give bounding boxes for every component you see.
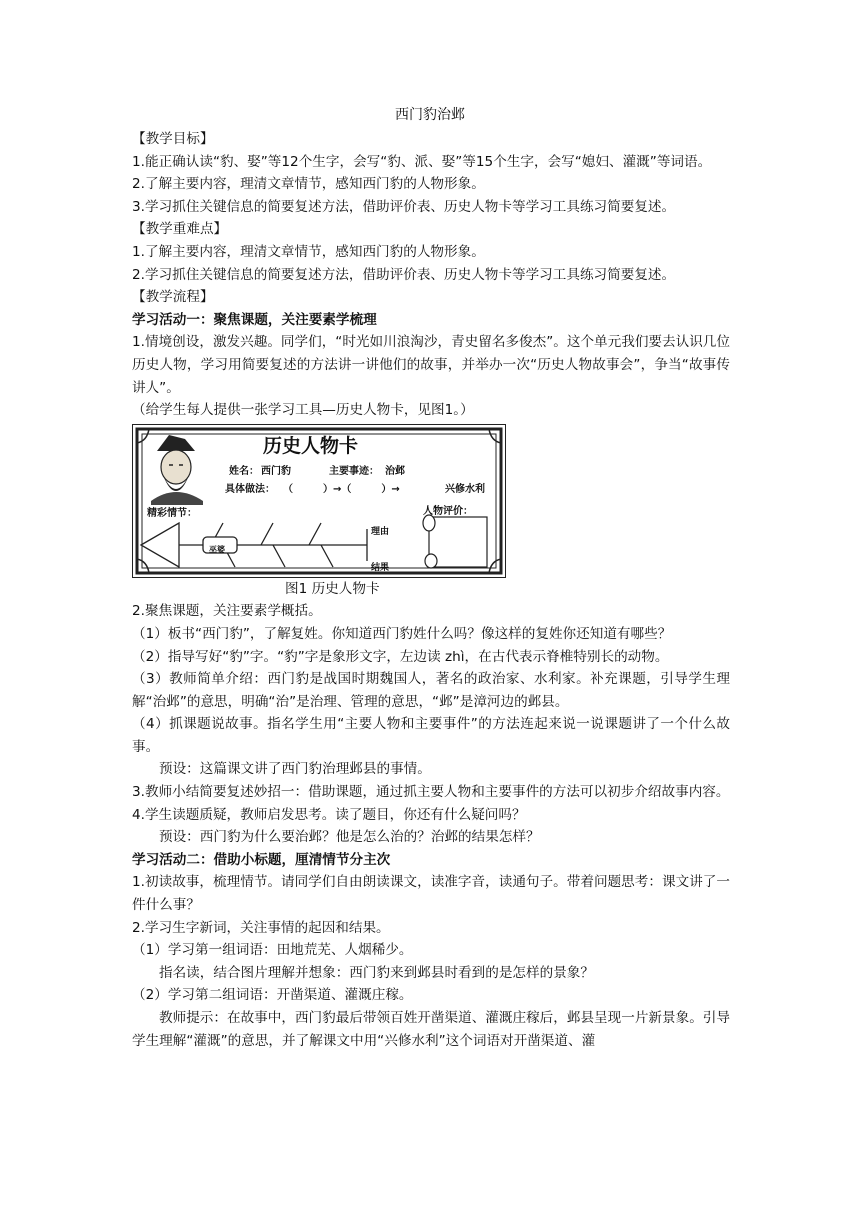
paragraph-word-group-1: （1）学习第一组词语：田地荒芜、人烟稀少。 [132, 942, 413, 959]
section-heading-process: 【教学流程】 [132, 289, 214, 306]
event-label: 主要事迹： [329, 465, 379, 477]
key-point-2: 2.学习抓住关键信息的简要复述方法，借助评价表、历史人物卡等学习工具练习简要复述。 [132, 266, 676, 283]
paragraph-intro: （3）教师简单介绍：西门豹是战国时期魏国人，著名的政治家、水利家。补充课题，引导学生理解“治邺”的意思，明确“治”是治理、管理的意思，“邺”是漳河边的邺县。 [132, 671, 730, 710]
paragraph-tool-note: （给学生每人提供一张学习工具—历史人物卡，见图1。） [132, 402, 474, 419]
plot-label: 精彩情节： [147, 507, 197, 519]
activity-2-heading: 学习活动二：借助小标题，厘清情节分主次 [132, 851, 391, 868]
paragraph-new-words: 2.学习生字新词，关注事情的起因和结果。 [132, 919, 390, 936]
section-heading-key-points: 【教学重难点】 [132, 221, 228, 238]
goal-1: 1.能正确认读“豹、娶”等12个生字，会写“豹、派、娶”等15个生字，会写“媳妇、灌溉”等词语。 [132, 153, 712, 170]
figure-caption: 图1 历史人物卡 [285, 580, 380, 597]
paragraph-teacher-hint: 教师提示：在故事中，西门豹最后带领百姓开凿渠道、灌溉庄稼后，邺县呈现一片新景象。引导学生理解“灌溉”的意思，并了解课文中用“兴修水利”这个词语对开凿渠道、灌 [132, 1010, 730, 1049]
goal-2: 2.了解主要内容，理清文章情节，感知西门豹的人物形象。 [132, 176, 485, 193]
reason-label: 理由 [371, 526, 390, 537]
method-result: 兴修水利 [445, 483, 485, 495]
name-label: 姓名： [229, 465, 259, 477]
section-heading-goals: 【教学目标】 [132, 131, 214, 147]
event-value: 治邺 [385, 465, 405, 477]
document-body [132, 128, 730, 1052]
result-label: 结果 [371, 562, 390, 573]
plot-first-node: 巫婆 [209, 544, 225, 554]
method-label: 具体做法： [225, 483, 275, 495]
paragraph-first-read: 1.初读故事，梳理情节。请同学们自由朗读课文，读准字音，读通句子。带着问题思考：课文讲了一件什么事？ [132, 874, 730, 914]
goal-3: 3.学习抓住关键信息的简要复述方法，借助评价表、历史人物卡等学习工具练习简要复述。 [132, 198, 676, 215]
key-point-1: 1.了解主要内容，理清文章情节，感知西门豹的人物形象。 [132, 243, 485, 260]
name-value: 西门豹 [261, 465, 291, 477]
fishbone-diagram [141, 523, 367, 567]
evaluation-label: 人物评价： [423, 505, 473, 517]
card-title: 历史人物卡 [263, 434, 359, 457]
paragraph-question: 4.学生读题质疑，教师启发思考。读了题目，你还有什么疑问吗？ [132, 806, 526, 823]
paragraph-story: （4）抓课题说故事。指名学生用“主要人物和主要事件”的方法连起来说一说课题讲了一个什么故事。 [132, 716, 730, 755]
method-steps: （ ）→（ ）→ [283, 483, 400, 495]
document-title: 西门豹治邺 [395, 107, 465, 123]
paragraph-character: （2）指导写好“豹”字。“豹”字是象形文字，左边读 zhì，在古代表示脊椎特别长的动物。 [132, 648, 669, 665]
preset-answer-2: 预设：西门豹为什么要治邺？他是怎么治的？治邺的结果怎样？ [159, 829, 540, 846]
portrait-illustration [151, 435, 203, 505]
paragraph-word-group-2: （2）学习第二组词语：开凿渠道、灌溉庄稼。 [132, 987, 413, 1004]
activity-1-heading: 学习活动一：聚焦课题，关注要素学梳理 [132, 311, 377, 328]
paragraph-summary: 3.教师小结简要复述妙招一：借助课题，通过抓主要人物和主要事件的方法可以初步介绍故事内容。 [132, 784, 730, 801]
history-figure-card [132, 424, 506, 578]
preset-answer-1: 预设：这篇课文讲了西门豹治理邺县的事情。 [159, 761, 431, 778]
paragraph-focus: 2.聚焦课题，关注要素学概括。 [132, 603, 322, 620]
paragraph-read-aloud: 指名读，结合图片理解并想象：西门豹来到邺县时看到的是怎样的景象？ [159, 964, 594, 981]
paragraph-surname: （1）板书“西门豹”，了解复姓。你知道西门豹姓什么吗？像这样的复姓你还知道有哪些？ [132, 625, 672, 642]
paragraph-context: 1.情境创设，激发兴趣。同学们，“时光如川浪淘沙，青史留名多俊杰”。这个单元我们要去认识几位历史人物，学习用简要复述的方法讲一讲他们的故事，并举办一次“历史人物故事会”，争当“故事传讲人”。 [132, 334, 730, 396]
